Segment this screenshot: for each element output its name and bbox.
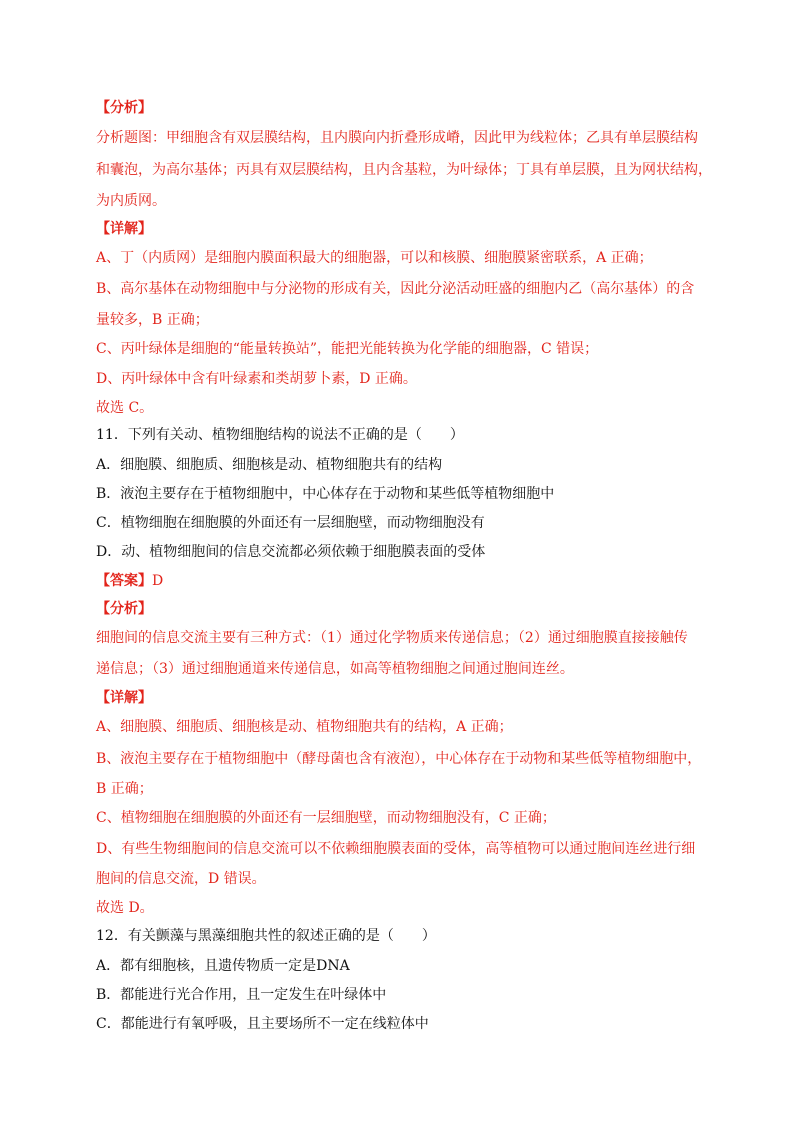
- question-stem: 12．有关颤藻与黑藻细胞共性的叙述正确的是（ ）: [96, 928, 436, 944]
- detail-line: A、丁（内质网）是细胞内膜面积最大的细胞器，可以和核膜、细胞膜紧密联系，A 正确；: [96, 250, 653, 266]
- detail-heading: 【详解】: [96, 221, 152, 237]
- detail-line: D、丙叶绿体中含有叶绿素和类胡萝卜素，D 正确。: [96, 371, 417, 387]
- analysis-line: 细胞间的信息交流主要有三种方式：（1）通过化学物质来传递信息；（2）通过细胞膜直接接触传: [96, 630, 688, 646]
- detail-line: 胞间的信息交流，D 错误。: [96, 871, 266, 887]
- question-option: A．都有细胞核，且遗传物质一定是DNA: [96, 958, 350, 974]
- detail-line: C、丙叶绿体是细胞的“能量转换站”，能把光能转换为化学能的细胞器，C 错误；: [96, 341, 599, 357]
- detail-line: C、植物细胞在细胞膜的外面还有一层细胞壁，而动物细胞没有，C 正确；: [96, 810, 556, 826]
- analysis-line: 和囊泡，为高尔基体；丙具有双层膜结构，且内含基粒，为叶绿体；丁具有单层膜，且为网状结构，: [96, 162, 712, 178]
- analysis-line: 为内质网。: [96, 193, 166, 209]
- question-option: C．植物细胞在细胞膜的外面还有一层细胞壁，而动物细胞没有: [96, 515, 485, 531]
- question-option: C．都能进行有氧呼吸，且主要场所不一定在线粒体中: [96, 1016, 429, 1032]
- detail-line: B 正确；: [96, 781, 153, 797]
- answer-heading: 【答案】: [96, 573, 152, 589]
- question-option: A．细胞膜、细胞质、细胞核是动、植物细胞共有的结构: [96, 457, 443, 473]
- question-stem: 11．下列有关动、植物细胞结构的说法不正确的是（ ）: [96, 427, 464, 443]
- question-option: B．液泡主要存在于植物细胞中，中心体存在于动物和某些低等植物细胞中: [96, 486, 555, 502]
- analysis-heading: 【分析】: [96, 100, 152, 116]
- detail-line: B、高尔基体在动物细胞中与分泌物的形成有关，因此分泌活动旺盛的细胞内乙（高尔基体）的含: [96, 281, 695, 297]
- answer-value: D: [152, 573, 164, 589]
- conclusion: 故选 C。: [96, 400, 154, 416]
- detail-heading: 【详解】: [96, 690, 152, 706]
- analysis-heading: 【分析】: [96, 601, 152, 617]
- question-option: B．都能进行光合作用，且一定发生在叶绿体中: [96, 987, 387, 1003]
- analysis-line: 分析题图：甲细胞含有双层膜结构，且内膜向内折叠形成嵴，因此甲为线粒体；乙具有单层膜结构: [96, 130, 698, 146]
- question-option: D．动、植物细胞间的信息交流都必须依赖于细胞膜表面的受体: [96, 544, 486, 560]
- detail-line: D、有些生物细胞间的信息交流可以不依赖细胞膜表面的受体，高等植物可以通过胞间连丝进行细: [96, 841, 696, 857]
- analysis-line: 递信息；（3）通过细胞通道来传递信息，如高等植物细胞之间通过胞间连丝。: [96, 661, 574, 677]
- detail-line: 量较多，B 正确；: [96, 312, 209, 328]
- answer-line: [96, 571, 163, 591]
- detail-line: B、液泡主要存在于植物细胞中（酵母菌也含有液泡），中心体存在于动物和某些低等植物细胞中，: [96, 751, 702, 767]
- conclusion: 故选 D。: [96, 900, 154, 916]
- detail-line: A、细胞膜、细胞质、细胞核是动、植物细胞共有的结构，A 正确；: [96, 719, 513, 735]
